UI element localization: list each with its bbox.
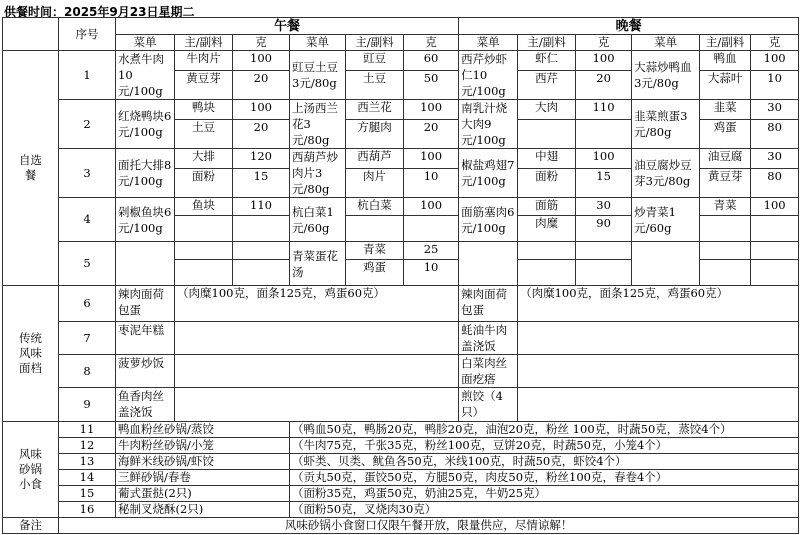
seq-number: 12 (59, 438, 116, 454)
ingredient: 鸡蛋 (700, 120, 751, 149)
ingredient: 西葫芦 (346, 149, 404, 169)
lunch-detail (175, 388, 459, 422)
dish-name: 西芹炒虾仁10元/100g (459, 51, 518, 100)
ingredient: 面粉 (518, 169, 576, 198)
gram: 90 (576, 216, 632, 242)
casserole-row (3, 454, 799, 470)
dish-name: 杭白菜1元/60g (290, 198, 346, 242)
gram: 100 (233, 100, 290, 120)
seq-number: 7 (59, 322, 116, 355)
gram: 10 (404, 169, 459, 198)
dinner-dish: 煎饺（4只） (459, 388, 518, 422)
dish-name: 红烧鸭块6元/100g (116, 100, 175, 149)
menu-table-body (3, 18, 799, 534)
section-label-casserole: 风味砂锅小食 (3, 422, 59, 518)
dish-name: 油豆腐炒豆芽3元/80g (632, 149, 700, 198)
ingredient: 牛肉片 (175, 51, 233, 71)
ingredient: 土豆 (346, 71, 404, 100)
dish-name: 大蒜炒鸭血3元/80g (632, 51, 700, 100)
dish-name: 水煮牛肉10元/100g (116, 51, 175, 100)
casserole-name: 葡式蛋挞(2只) (116, 486, 290, 502)
gram: 30 (576, 198, 632, 216)
lunch-detail (175, 355, 459, 388)
dinner-dish: 白菜肉丝面疙瘩 (459, 355, 518, 388)
gram: 100 (576, 149, 632, 169)
ingredient (346, 216, 404, 242)
seq-number: 4 (59, 198, 116, 242)
gram: 15 (233, 169, 290, 198)
gram (233, 242, 290, 260)
dish-name (459, 242, 518, 286)
self-select-row (3, 51, 799, 71)
gram: 80 (751, 120, 799, 149)
ingredient: 面粉 (175, 169, 233, 198)
casserole-name: 海鲜米线砂锅/虾饺 (116, 454, 290, 470)
dish-name: 剁椒鱼块6元/100g (116, 198, 175, 242)
ingredient: 杭白菜 (346, 198, 404, 216)
ingredient (518, 260, 576, 286)
seq-header: 序号 (59, 18, 116, 51)
col-menu: 菜单 (632, 35, 700, 51)
traditional-row (3, 322, 799, 355)
ingredient: 西芹 (518, 71, 576, 100)
dinner-dish: 蚝油牛肉盖浇饭 (459, 322, 518, 355)
blank-corner (3, 18, 59, 51)
ingredient: 方腿肉 (346, 120, 404, 149)
seq-number: 14 (59, 470, 116, 486)
dish-name (632, 242, 700, 286)
ingredient: 鱼块 (175, 198, 233, 216)
col-menu: 菜单 (116, 35, 175, 51)
ingredient: 鸭块 (175, 100, 233, 120)
casserole-detail: （鸭血50克，鸭肠20克，鸭胗20克，油泡20克，粉丝 100克，时蔬50克，蒸饺4个） (290, 422, 799, 438)
dinner-detail (518, 355, 799, 388)
gram: 60 (404, 51, 459, 71)
gram: 100 (751, 198, 799, 216)
col-gram: 克 (576, 35, 632, 51)
gram (576, 242, 632, 260)
ingredient: 大排 (175, 149, 233, 169)
dish-name: 面筋塞肉6元/100g (459, 198, 518, 242)
serve-time-title: 供餐时间：2025年9月23日星期二 (4, 5, 195, 19)
gram (576, 260, 632, 286)
self-select-row (3, 198, 799, 216)
self-select-row (3, 242, 799, 260)
casserole-row (3, 422, 799, 438)
seq-number: 13 (59, 454, 116, 470)
gram: 20 (233, 71, 290, 100)
col-menu: 菜单 (459, 35, 518, 51)
traditional-row (3, 286, 799, 322)
ingredient: 肉片 (346, 169, 404, 198)
casserole-name: 鸭血粉丝砂锅/蒸饺 (116, 422, 290, 438)
lunch-header: 午餐 (116, 18, 459, 35)
casserole-row (3, 486, 799, 502)
col-gram: 克 (233, 35, 290, 51)
gram: 110 (576, 100, 632, 120)
ingredient: 黄豆芽 (700, 169, 751, 198)
gram: 100 (404, 149, 459, 169)
ingredient: 中翅 (518, 149, 576, 169)
gram: 100 (233, 51, 290, 71)
seq-number: 5 (59, 242, 116, 286)
dish-name: 韭菜煎蛋3元/80g (632, 100, 700, 149)
dish-name: 上汤西兰花3元/80g (290, 100, 346, 149)
dish-name: 南乳汁烧大肉9元/100g (459, 100, 518, 149)
lunch-detail: （肉糜100克，面条125克，鸡蛋60克） (175, 286, 459, 322)
seq-number: 15 (59, 486, 116, 502)
ingredient (700, 216, 751, 242)
seq-number: 3 (59, 149, 116, 198)
gram: 100 (404, 198, 459, 216)
ingredient: 鸭血 (700, 51, 751, 71)
ingredient: 油豆腐 (700, 149, 751, 169)
gram (576, 120, 632, 149)
ingredient (175, 216, 233, 242)
gram: 120 (233, 149, 290, 169)
ingredient: 青菜 (700, 198, 751, 216)
ingredient: 豇豆 (346, 51, 404, 71)
gram (751, 260, 799, 286)
gram: 110 (233, 198, 290, 216)
gram: 100 (576, 51, 632, 71)
ingredient: 大肉 (518, 100, 576, 120)
gram: 100 (751, 51, 799, 71)
seq-number: 16 (59, 502, 116, 518)
col-ingredient: 主/副料 (175, 35, 233, 51)
dish-name: 面托大排8元/100g (116, 149, 175, 198)
gram: 100 (404, 100, 459, 120)
gram: 30 (751, 149, 799, 169)
ingredient: 鸡蛋 (346, 260, 404, 286)
dish-name: 西葫芦炒肉片3元/80g (290, 149, 346, 198)
self-select-row (3, 100, 799, 120)
ingredient (518, 120, 576, 149)
ingredient (175, 260, 233, 286)
casserole-name: 秘制叉烧酥(2只) (116, 502, 290, 518)
ingredient (700, 260, 751, 286)
dish-name: 豇豆土豆3元/80g (290, 51, 346, 100)
gram: 20 (576, 71, 632, 100)
lunch-dish: 菠萝炒饭 (116, 355, 175, 388)
ingredient: 黄豆芽 (175, 71, 233, 100)
seq-number: 9 (59, 388, 116, 422)
traditional-row (3, 355, 799, 388)
ingredient: 青菜 (346, 242, 404, 260)
seq-number: 6 (59, 286, 116, 322)
gram: 50 (404, 71, 459, 100)
gram: 10 (404, 260, 459, 286)
col-menu: 菜单 (290, 35, 346, 51)
col-gram: 克 (751, 35, 799, 51)
menu-table (2, 17, 799, 534)
casserole-detail: （面粉50克，叉烧肉30克） (290, 502, 799, 518)
dish-name: 青菜蛋花汤 (290, 242, 346, 286)
gram (233, 260, 290, 286)
ingredient: 西兰花 (346, 100, 404, 120)
col-ingredient: 主/副料 (346, 35, 404, 51)
section-label-traditional: 传统风味面档 (3, 286, 59, 422)
dinner-dish: 辣肉面荷包蛋 (459, 286, 518, 322)
ingredient: 大蒜叶 (700, 71, 751, 100)
gram (233, 216, 290, 242)
column-header-row (3, 35, 799, 51)
casserole-detail: （面粉35克，鸡蛋50克，奶油25克，牛奶25克） (290, 486, 799, 502)
dish-name: 椒盐鸡翅7元/100g (459, 149, 518, 198)
lunch-dish: 鱼香肉丝盖浇饭 (116, 388, 175, 422)
seq-number: 1 (59, 51, 116, 100)
casserole-detail: （牛肉75克，千张35克，粉丝100克，豆饼20克，时蔬50克，小笼4个） (290, 438, 799, 454)
ingredient: 土豆 (175, 120, 233, 149)
casserole-detail: （虾类、贝类、鱿鱼各50克，米线100克，时蔬50克，虾饺4个） (290, 454, 799, 470)
section-label-self-select: 自选餐 (3, 51, 59, 286)
casserole-name: 牛肉粉丝砂锅/小笼 (116, 438, 290, 454)
ingredient: 面筋 (518, 198, 576, 216)
dish-name (116, 242, 175, 286)
ingredient (175, 242, 233, 260)
gram (751, 242, 799, 260)
gram: 30 (751, 100, 799, 120)
remark-text: 风味砂锅小食窗口仅限午餐开放，限量供应，尽情谅解！ (59, 518, 799, 534)
casserole-name: 三鲜砂锅/春卷 (116, 470, 290, 486)
seq-number: 11 (59, 422, 116, 438)
gram: 25 (404, 242, 459, 260)
traditional-row (3, 388, 799, 422)
col-ingredient: 主/副料 (518, 35, 576, 51)
gram: 20 (233, 120, 290, 149)
casserole-row (3, 438, 799, 454)
lunch-dish: 辣肉面荷包蛋 (116, 286, 175, 322)
casserole-detail: （贡丸50克，蛋饺50克，方腿50克，肉皮50克，粉丝100克，春卷4个） (290, 470, 799, 486)
casserole-row (3, 470, 799, 486)
gram (751, 216, 799, 242)
ingredient: 虾仁 (518, 51, 576, 71)
lunch-detail (175, 322, 459, 355)
dinner-detail: （肉糜100克，面条125克，鸡蛋60克） (518, 286, 799, 322)
ingredient: 韭菜 (700, 100, 751, 120)
ingredient (518, 242, 576, 260)
meal-header-row (3, 18, 799, 35)
ingredient (700, 242, 751, 260)
remark-label: 备注 (3, 518, 59, 534)
dinner-detail (518, 388, 799, 422)
gram: 10 (751, 71, 799, 100)
gram: 80 (751, 169, 799, 198)
remark-row (3, 518, 799, 534)
gram (404, 216, 459, 242)
dinner-detail (518, 322, 799, 355)
seq-number: 2 (59, 100, 116, 149)
ingredient: 肉糜 (518, 216, 576, 242)
seq-number: 8 (59, 355, 116, 388)
lunch-dish: 枣泥年糕 (116, 322, 175, 355)
gram: 15 (576, 169, 632, 198)
self-select-row (3, 149, 799, 169)
gram: 20 (404, 120, 459, 149)
col-ingredient: 主/副料 (700, 35, 751, 51)
col-gram: 克 (404, 35, 459, 51)
dinner-header: 晚餐 (459, 18, 799, 35)
dish-name: 炒青菜1元/60g (632, 198, 700, 242)
casserole-row (3, 502, 799, 518)
